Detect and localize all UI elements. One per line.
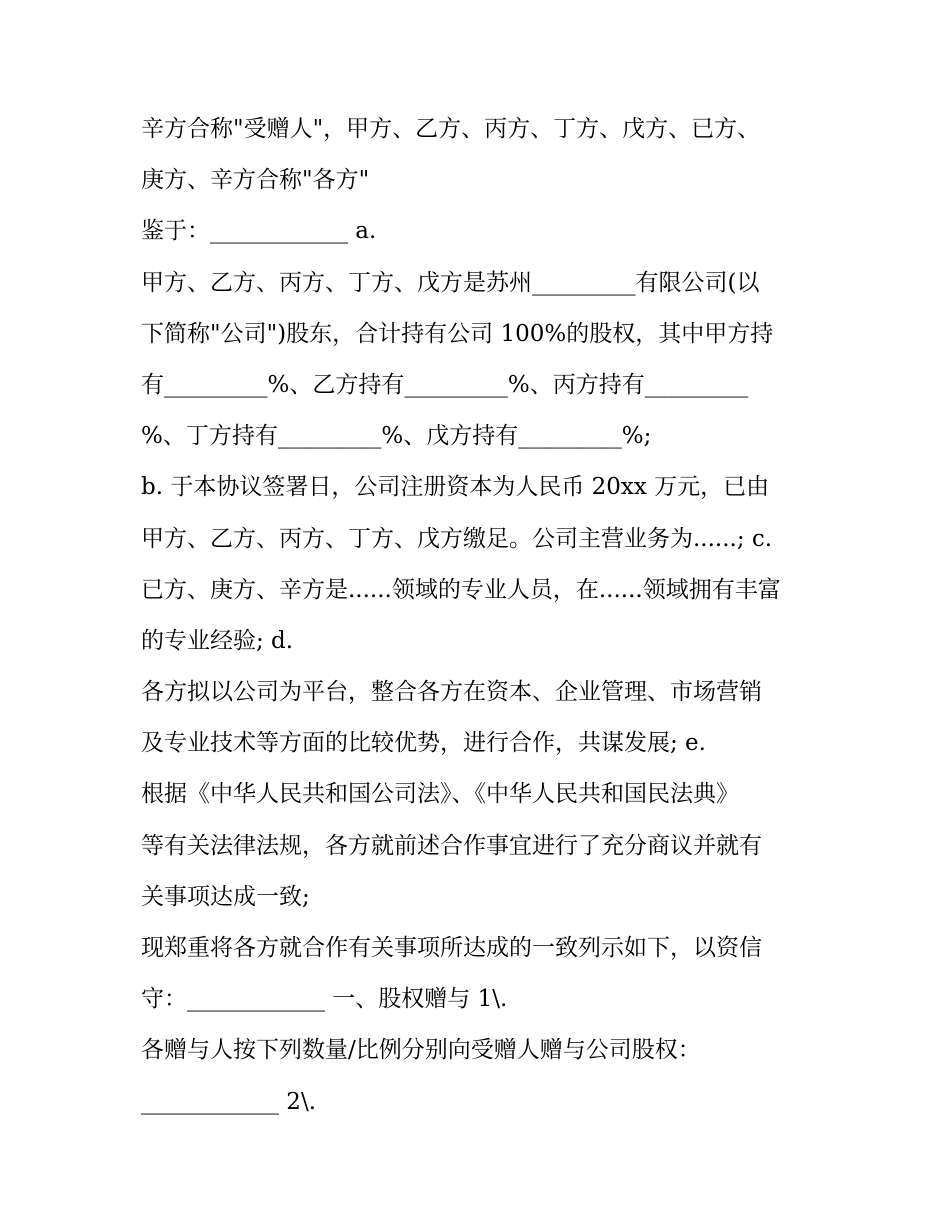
- text-line: 甲方、乙方、丙方、丁方、戊方是苏州_________有限公司(以: [141, 269, 760, 296]
- text-line: ____________ 2\.: [141, 1088, 317, 1115]
- text-line: 等有关法律法规，各方就前述合作事宜进行了充分商议并就有: [141, 832, 762, 859]
- text-line: 已方、庚方、辛方是......领域的专业人员，在......领域拥有丰富: [141, 576, 781, 603]
- text-line: 现郑重将各方就合作有关事项所达成的一致列示如下，以资信: [141, 935, 762, 961]
- text-line: 守：____________ 一、股权赠与 1\.: [141, 986, 508, 1013]
- text-line: 庚方、辛方合称"各方": [141, 167, 370, 194]
- document-body: [141, 104, 821, 1128]
- text-line: 下简称"公司")股东，合计持有公司 100%的股权，其中甲方持: [141, 320, 774, 347]
- text-line: 各赠与人按下列数量/比例分别向受赠人赠与公司股权：: [141, 1037, 701, 1064]
- text-line: %、丁方持有_________%、戊方持有_________%;: [141, 423, 652, 450]
- text-line: 根据《中华人民共和国公司法》、《中华人民共和国民法典》: [141, 781, 739, 808]
- text-line: 有_________%、乙方持有_________%、丙方持有_________: [141, 371, 749, 398]
- text-line: 及专业技术等方面的比较优势，进行合作，共谋发展; e.: [141, 730, 706, 757]
- text-line: 辛方合称"受赠人"，甲方、乙方、丙方、丁方、戊方、已方、: [141, 116, 761, 142]
- text-line: b. 于本协议签署日，公司注册资本为人民币 20xx 万元，已由: [141, 474, 770, 501]
- text-line: 关事项达成一致;: [141, 883, 310, 910]
- text-line: 鉴于：____________ a.: [141, 218, 377, 245]
- text-line: 各方拟以公司为平台，整合各方在资本、企业管理、市场营销: [141, 679, 762, 706]
- text-line: 甲方、乙方、丙方、丁方、戊方缴足。公司主营业务为......; c.: [141, 525, 773, 552]
- text-line: 的专业经验; d.: [141, 627, 294, 654]
